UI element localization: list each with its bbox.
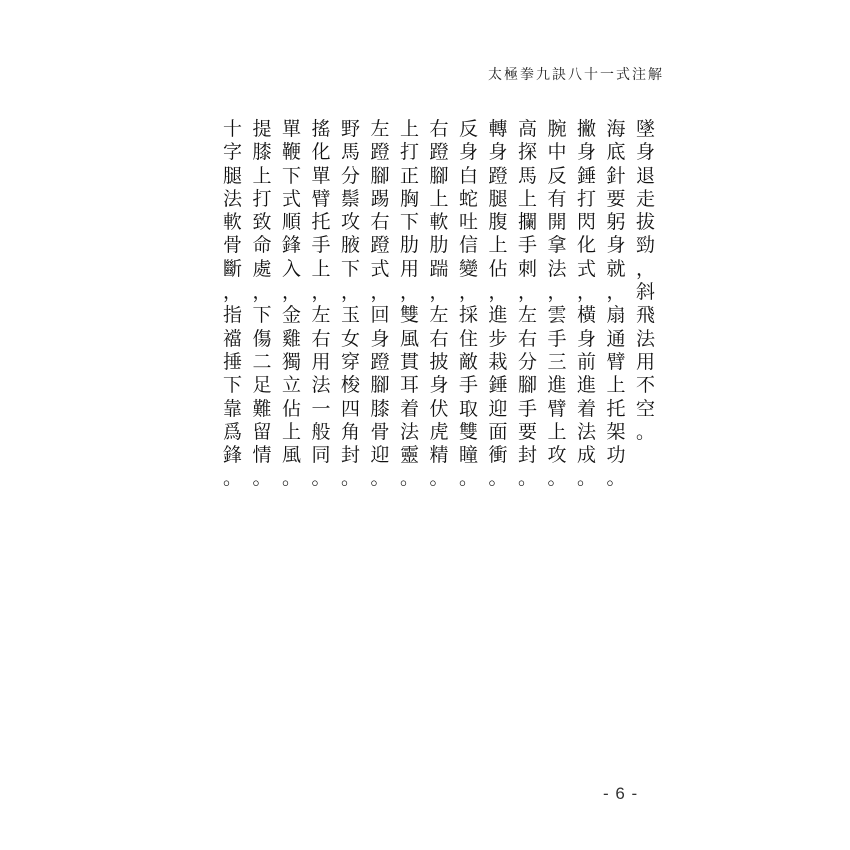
verse-character: 上 bbox=[399, 118, 419, 140]
verse-character: 開 bbox=[547, 211, 567, 234]
verse-character: 身 bbox=[576, 141, 596, 164]
verse-character: 托 bbox=[606, 397, 626, 420]
verse-character: 空 bbox=[635, 397, 655, 420]
verse-character: 穿 bbox=[340, 350, 360, 373]
verse-character: 就 bbox=[606, 257, 626, 280]
verse-character: 刺 bbox=[517, 257, 537, 280]
verse-character: 打 bbox=[576, 187, 596, 210]
verse-character: 。 bbox=[488, 467, 508, 490]
verse-character: ， bbox=[399, 281, 419, 304]
verse-character: 上 bbox=[252, 164, 272, 187]
verse-character: 探 bbox=[517, 141, 537, 164]
verse-character: 蛇 bbox=[458, 187, 478, 210]
verse-character: 臂 bbox=[547, 397, 567, 420]
verse-character: 風 bbox=[399, 327, 419, 350]
verse-character: 指 bbox=[222, 304, 242, 327]
verse-character: 手 bbox=[458, 374, 478, 397]
verse-character: 腳 bbox=[370, 374, 390, 397]
verse-character: 伏 bbox=[429, 397, 449, 420]
verse-character: 。 bbox=[547, 467, 567, 490]
verse-character: 身 bbox=[635, 141, 655, 164]
verse-character: 採 bbox=[458, 304, 478, 327]
verse-character: 骨 bbox=[222, 234, 242, 257]
verse-character: 馬 bbox=[517, 164, 537, 187]
verse-character: 攔 bbox=[517, 211, 537, 234]
verse-character: 要 bbox=[606, 187, 626, 210]
verse-character: 上 bbox=[281, 420, 301, 443]
verse-character: 用 bbox=[635, 350, 655, 373]
verse-character: 扇 bbox=[606, 304, 626, 327]
verse-character: 。 bbox=[635, 420, 655, 443]
verse-character: 法 bbox=[576, 420, 596, 443]
verse-character: 鬃 bbox=[340, 187, 360, 210]
verse-character: 膝 bbox=[252, 141, 272, 164]
verse-character: 走 bbox=[635, 187, 655, 210]
verse-character: 身 bbox=[606, 234, 626, 257]
verse-character: 處 bbox=[252, 257, 272, 280]
verse-character: 。 bbox=[281, 467, 301, 490]
verse-character: 打 bbox=[399, 141, 419, 164]
verse-character: 一 bbox=[311, 397, 331, 420]
verse-column bbox=[424, 118, 454, 491]
verse-character: 三 bbox=[547, 350, 567, 373]
verse-character: 金 bbox=[281, 304, 301, 327]
verse-character: 腿 bbox=[222, 164, 242, 187]
verse-character: 下 bbox=[399, 211, 419, 234]
verse-character: 法 bbox=[222, 187, 242, 210]
verse-column bbox=[631, 118, 661, 444]
verse-character: 上 bbox=[606, 374, 626, 397]
header-title: 太極拳九訣八十一式注解 bbox=[488, 67, 664, 83]
verse-character: 情 bbox=[252, 444, 272, 467]
verse-character: 敵 bbox=[458, 350, 478, 373]
verse-character: 。 bbox=[429, 467, 449, 490]
verse-character: 靠 bbox=[222, 397, 242, 420]
verse-column bbox=[542, 118, 572, 491]
verse-character: 胸 bbox=[399, 187, 419, 210]
verse-character: 鋒 bbox=[281, 234, 301, 257]
verse-column bbox=[572, 118, 602, 491]
verse-character: 反 bbox=[547, 164, 567, 187]
verse-character: 風 bbox=[281, 444, 301, 467]
verse-character: 腕 bbox=[547, 118, 567, 140]
verse-character: 立 bbox=[281, 374, 301, 397]
verse-character: 不 bbox=[635, 374, 655, 397]
verse-character: 雙 bbox=[458, 420, 478, 443]
verse-character: 式 bbox=[281, 187, 301, 210]
verse-character: 精 bbox=[429, 444, 449, 467]
verse-character: ， bbox=[370, 281, 390, 304]
verse-character: 。 bbox=[222, 467, 242, 490]
verse-character: 着 bbox=[399, 397, 419, 420]
verse-character: 腋 bbox=[340, 234, 360, 257]
verse-character: 身 bbox=[576, 327, 596, 350]
verse-character: 打 bbox=[252, 187, 272, 210]
verse-character: 手 bbox=[517, 397, 537, 420]
verse-character: 錘 bbox=[488, 374, 508, 397]
verse-character: 針 bbox=[606, 164, 626, 187]
verse-character: 閃 bbox=[576, 211, 596, 234]
verse-character: 佔 bbox=[488, 257, 508, 280]
verse-character: 順 bbox=[281, 211, 301, 234]
verse-column bbox=[513, 118, 543, 491]
verse-character: 右 bbox=[370, 211, 390, 234]
verse-character: 着 bbox=[576, 397, 596, 420]
verse-character: 雙 bbox=[399, 304, 419, 327]
verse-character: 回 bbox=[370, 304, 390, 327]
verse-character: 高 bbox=[517, 118, 537, 140]
verse-column bbox=[601, 118, 631, 491]
verse-character: 架 bbox=[606, 420, 626, 443]
verse-character: 式 bbox=[370, 257, 390, 280]
verse-character: 腳 bbox=[517, 374, 537, 397]
verse-character: 腳 bbox=[370, 164, 390, 187]
verse-character: 臂 bbox=[606, 350, 626, 373]
verse-character: 栽 bbox=[488, 350, 508, 373]
verse-character: 貫 bbox=[399, 350, 419, 373]
verse-column bbox=[218, 118, 248, 491]
verse-column bbox=[277, 118, 307, 491]
verse-character: 通 bbox=[606, 327, 626, 350]
verse-character: 飛 bbox=[635, 304, 655, 327]
verse-character: 。 bbox=[252, 467, 272, 490]
verse-character: 馬 bbox=[340, 141, 360, 164]
verse-character: 左 bbox=[429, 304, 449, 327]
verse-character: 手 bbox=[311, 234, 331, 257]
verse-character: 肋 bbox=[429, 234, 449, 257]
verse-character: 提 bbox=[252, 118, 272, 140]
verse-character: 腿 bbox=[488, 187, 508, 210]
verse-character: 成 bbox=[576, 444, 596, 467]
verse-character: 肋 bbox=[399, 234, 419, 257]
verse-character: ， bbox=[576, 281, 596, 304]
verse-column bbox=[247, 118, 277, 491]
verse-character: 蹬 bbox=[370, 141, 390, 164]
verse-character: 鋒 bbox=[222, 444, 242, 467]
verse-character: 法 bbox=[311, 374, 331, 397]
verse-character: 命 bbox=[252, 234, 272, 257]
verse-character: 同 bbox=[311, 444, 331, 467]
verse-character: 拔 bbox=[635, 211, 655, 234]
verse-character: 膝 bbox=[370, 397, 390, 420]
verse-character: 。 bbox=[311, 467, 331, 490]
verse-character: 身 bbox=[370, 327, 390, 350]
verse-character: 下 bbox=[281, 164, 301, 187]
verse-character: 迎 bbox=[370, 444, 390, 467]
verse-character: 上 bbox=[429, 187, 449, 210]
verse-character: 踢 bbox=[370, 187, 390, 210]
verse-character: 衝 bbox=[488, 444, 508, 467]
verse-character: 右 bbox=[517, 327, 537, 350]
verse-character: 右 bbox=[429, 327, 449, 350]
verse-character: 獨 bbox=[281, 350, 301, 373]
verse-character: 吐 bbox=[458, 211, 478, 234]
verse-character: 攻 bbox=[340, 211, 360, 234]
verse-character: 十 bbox=[222, 118, 242, 140]
verse-character: 拿 bbox=[547, 234, 567, 257]
verse-column bbox=[454, 118, 484, 491]
verse-character: 式 bbox=[576, 257, 596, 280]
verse-character: 身 bbox=[429, 374, 449, 397]
verse-character: 蹬 bbox=[429, 141, 449, 164]
verse-character: 字 bbox=[222, 141, 242, 164]
verse-character: 取 bbox=[458, 397, 478, 420]
verse-character: 下 bbox=[340, 257, 360, 280]
verse-character: 化 bbox=[311, 141, 331, 164]
verse-character: 玉 bbox=[340, 304, 360, 327]
verse-character: ， bbox=[606, 281, 626, 304]
verse-character: 斷 bbox=[222, 257, 242, 280]
verse-character: 面 bbox=[488, 420, 508, 443]
verse-character: 身 bbox=[458, 141, 478, 164]
verse-character: 。 bbox=[458, 467, 478, 490]
verse-character: 托 bbox=[311, 211, 331, 234]
verse-character: 進 bbox=[488, 304, 508, 327]
verse-character: 靈 bbox=[399, 444, 419, 467]
verse-character: 右 bbox=[311, 327, 331, 350]
verse-character: ， bbox=[311, 281, 331, 304]
verse-character: 下 bbox=[222, 374, 242, 397]
verse-character: ， bbox=[547, 281, 567, 304]
verse-character: 攻 bbox=[547, 444, 567, 467]
verse-character: 梭 bbox=[340, 374, 360, 397]
verse-character: 。 bbox=[370, 467, 390, 490]
verse-character: 搖 bbox=[311, 118, 331, 140]
verse-character: 骨 bbox=[370, 420, 390, 443]
verse-character: 四 bbox=[340, 397, 360, 420]
verse-character: ， bbox=[340, 281, 360, 304]
verse-character: ， bbox=[222, 281, 242, 304]
verse-character: 墜 bbox=[635, 118, 655, 140]
verse-character: 錘 bbox=[576, 164, 596, 187]
verse-character: 。 bbox=[576, 467, 596, 490]
verse-column bbox=[483, 118, 513, 491]
verse-character: 步 bbox=[488, 327, 508, 350]
verse-character: 蹬 bbox=[370, 234, 390, 257]
verse-character: 難 bbox=[252, 397, 272, 420]
verse-character: 野 bbox=[340, 118, 360, 140]
verse-character: 分 bbox=[340, 164, 360, 187]
verse-character: ， bbox=[517, 281, 537, 304]
verse-character: 法 bbox=[547, 257, 567, 280]
verse-character: 用 bbox=[399, 257, 419, 280]
verse-character: 底 bbox=[606, 141, 626, 164]
verse-character: 橫 bbox=[576, 304, 596, 327]
verse-column bbox=[365, 118, 395, 491]
verse-character: ， bbox=[429, 281, 449, 304]
verse-character: 踹 bbox=[429, 257, 449, 280]
verse-character: 封 bbox=[340, 444, 360, 467]
verse-character: 有 bbox=[547, 187, 567, 210]
verse-character: 手 bbox=[547, 327, 567, 350]
verse-character: 化 bbox=[576, 234, 596, 257]
verse-character: 。 bbox=[340, 467, 360, 490]
verse-character: 佔 bbox=[281, 397, 301, 420]
verse-character: ， bbox=[281, 281, 301, 304]
verse-character: 軟 bbox=[429, 211, 449, 234]
verse-character: 雞 bbox=[281, 327, 301, 350]
verse-character: 迎 bbox=[488, 397, 508, 420]
verse-character: 入 bbox=[281, 257, 301, 280]
verse-character: 左 bbox=[311, 304, 331, 327]
verse-character: 腹 bbox=[488, 211, 508, 234]
verse-character: 分 bbox=[517, 350, 537, 373]
verse-character: 要 bbox=[517, 420, 537, 443]
verse-character: 進 bbox=[576, 374, 596, 397]
verse-character: 身 bbox=[488, 141, 508, 164]
verse-character: 單 bbox=[311, 164, 331, 187]
verse-character: 臂 bbox=[311, 187, 331, 210]
verse-character: 前 bbox=[576, 350, 596, 373]
verse-column bbox=[336, 118, 366, 491]
verse-character: ， bbox=[458, 281, 478, 304]
verse-character: 腳 bbox=[429, 164, 449, 187]
verse-character: 。 bbox=[606, 467, 626, 490]
verse-character: 足 bbox=[252, 374, 272, 397]
verse-character: 瞳 bbox=[458, 444, 478, 467]
verse-character: 手 bbox=[517, 234, 537, 257]
verse-character: 。 bbox=[517, 467, 537, 490]
verse-character: 左 bbox=[370, 118, 390, 140]
verse-character: 白 bbox=[458, 164, 478, 187]
verse-character: 蹬 bbox=[488, 164, 508, 187]
verse-character: 右 bbox=[429, 118, 449, 140]
verse-character: 女 bbox=[340, 327, 360, 350]
verse-character: 勁 bbox=[635, 234, 655, 257]
verse-character: 耳 bbox=[399, 374, 419, 397]
verse-character: 軟 bbox=[222, 211, 242, 234]
verse-character: 法 bbox=[399, 420, 419, 443]
verse-character: ， bbox=[635, 257, 655, 280]
verse-character: 躬 bbox=[606, 211, 626, 234]
verse-character: 傷 bbox=[252, 327, 272, 350]
verse-character: 蹬 bbox=[370, 350, 390, 373]
verse-character: 單 bbox=[281, 118, 301, 140]
verse-character: 上 bbox=[517, 187, 537, 210]
verse-character: 中 bbox=[547, 141, 567, 164]
verse-character: 變 bbox=[458, 257, 478, 280]
verse-character: 襠 bbox=[222, 327, 242, 350]
verse-column bbox=[395, 118, 425, 491]
verse-character: 反 bbox=[458, 118, 478, 140]
verse-character: 法 bbox=[635, 327, 655, 350]
verse-character: 爲 bbox=[222, 420, 242, 443]
verse-character: 封 bbox=[517, 444, 537, 467]
verse-character: 轉 bbox=[488, 118, 508, 140]
verse-character: 鞭 bbox=[281, 141, 301, 164]
verse-character: 撇 bbox=[576, 118, 596, 140]
verse-character: 披 bbox=[429, 350, 449, 373]
verse-character: 住 bbox=[458, 327, 478, 350]
verse-character: 功 bbox=[606, 444, 626, 467]
verse-character: 雲 bbox=[547, 304, 567, 327]
verse-character: 上 bbox=[311, 257, 331, 280]
verse-character: 上 bbox=[547, 420, 567, 443]
verse-character: 退 bbox=[635, 164, 655, 187]
verse-character: 二 bbox=[252, 350, 272, 373]
verse-character: 。 bbox=[399, 467, 419, 490]
verse-character: ， bbox=[252, 281, 272, 304]
verse-character: 捶 bbox=[222, 350, 242, 373]
verse-character: 用 bbox=[311, 350, 331, 373]
verse-character: 角 bbox=[340, 420, 360, 443]
verse-character: 致 bbox=[252, 211, 272, 234]
verse-character: 斜 bbox=[635, 281, 655, 304]
verse-character: 虎 bbox=[429, 420, 449, 443]
verse-character: 留 bbox=[252, 420, 272, 443]
verse-character: 上 bbox=[488, 234, 508, 257]
verse-body bbox=[218, 118, 660, 508]
verse-character: 信 bbox=[458, 234, 478, 257]
verse-character: 般 bbox=[311, 420, 331, 443]
page-number: - 6 - bbox=[603, 784, 639, 803]
verse-character: 左 bbox=[517, 304, 537, 327]
verse-column bbox=[306, 118, 336, 491]
verse-character: 正 bbox=[399, 164, 419, 187]
verse-character: 下 bbox=[252, 304, 272, 327]
verse-character: 進 bbox=[547, 374, 567, 397]
verse-character: ， bbox=[488, 281, 508, 304]
verse-character: 海 bbox=[606, 118, 626, 140]
